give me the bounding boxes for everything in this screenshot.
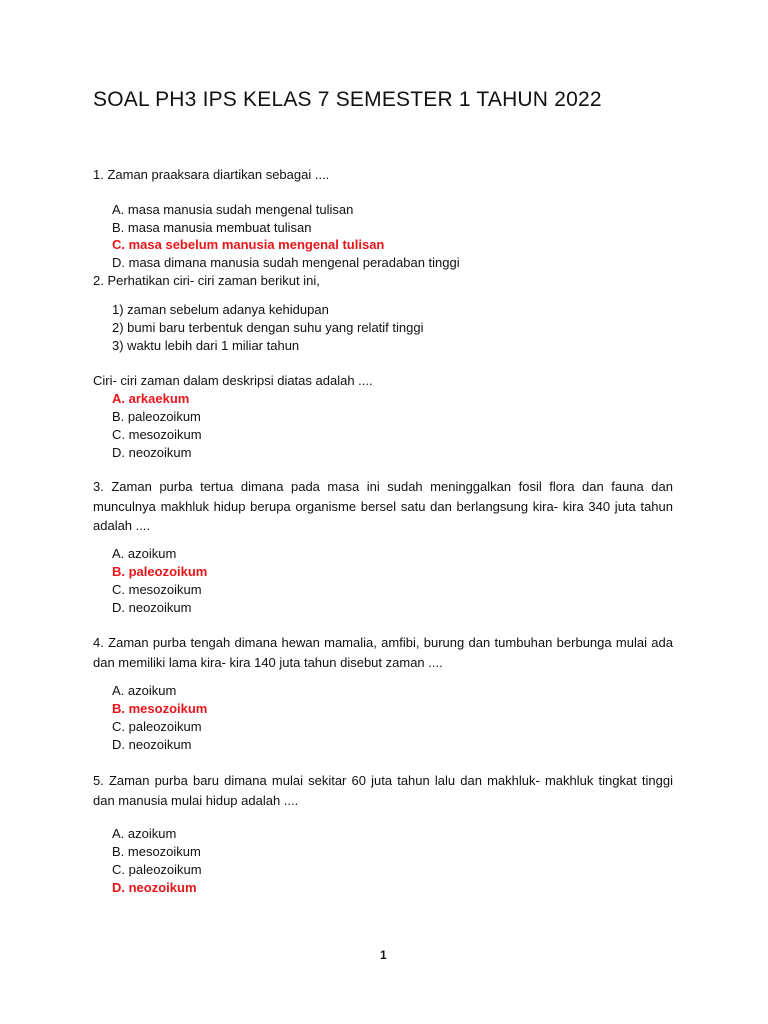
q1-option-c-correct: C. masa sebelum manusia mengenal tulisan [112,237,385,252]
q2-option-c: C. mesozoikum [112,427,202,442]
page-title: SOAL PH3 IPS KELAS 7 SEMESTER 1 TAHUN 2022 [93,88,602,111]
q2-option-a-correct: A. arkaekum [112,391,190,406]
q5-option-b: B. mesozoikum [112,844,201,859]
question-4: 4. Zaman purba tengah dimana hewan mamalia, amfibi, burung dan tumbuhan berbunga mulai ada dan memiliki lama kira- kira 140 juta tahun disebut zaman .... [93,635,673,670]
q1-option-a: A. masa manusia sudah mengenal tulisan [112,202,354,217]
q4-option-c: C. paleozoikum [112,719,202,734]
q2-option-d: D. neozoikum [112,445,192,460]
q2-item-3: 3) waktu lebih dari 1 miliar tahun [112,338,300,353]
q4-option-a: A. azoikum [112,683,177,698]
q1-option-d: D. masa dimana manusia sudah mengenal peradaban tinggi [112,255,460,270]
q5-option-d-correct: D. neozoikum [112,880,197,895]
q5-option-a: A. azoikum [112,826,177,841]
q3-option-d: D. neozoikum [112,600,192,615]
q4-option-b-correct: B. mesozoikum [112,701,208,716]
question-5: 5. Zaman purba baru dimana mulai sekitar 60 juta tahun lalu dan makhluk- makhluk tingkat tinggi dan manusia mulai hidup adalah .... [93,773,673,808]
q2-item-1: 1) zaman sebelum adanya kehidupan [112,302,329,317]
q3-option-a: A. azoikum [112,546,177,561]
q3-option-b-correct: B. paleozoikum [112,564,208,579]
q2-option-b: B. paleozoikum [112,409,201,424]
q2-prompt: Ciri- ciri zaman dalam deskripsi diatas adalah .... [93,373,373,388]
q4-option-d: D. neozoikum [112,737,192,752]
q3-option-c: C. mesozoikum [112,582,202,597]
q5-option-c: C. paleozoikum [112,862,202,877]
page-number: 1 [380,948,387,962]
question-1: 1. Zaman praaksara diartikan sebagai .... [93,167,330,182]
q2-item-2: 2) bumi baru terbentuk dengan suhu yang relatif tinggi [112,320,424,335]
q1-option-b: B. masa manusia membuat tulisan [112,220,312,235]
question-3: 3. Zaman purba tertua dimana pada masa ini sudah meninggalkan fosil flora dan fauna dan munculnya makhluk hidup berupa organisme bersel satu dan berlangsung kira- kira 340 juta tahun adalah .... [93,479,673,533]
question-2: 2. Perhatikan ciri- ciri zaman berikut ini, [93,273,320,288]
